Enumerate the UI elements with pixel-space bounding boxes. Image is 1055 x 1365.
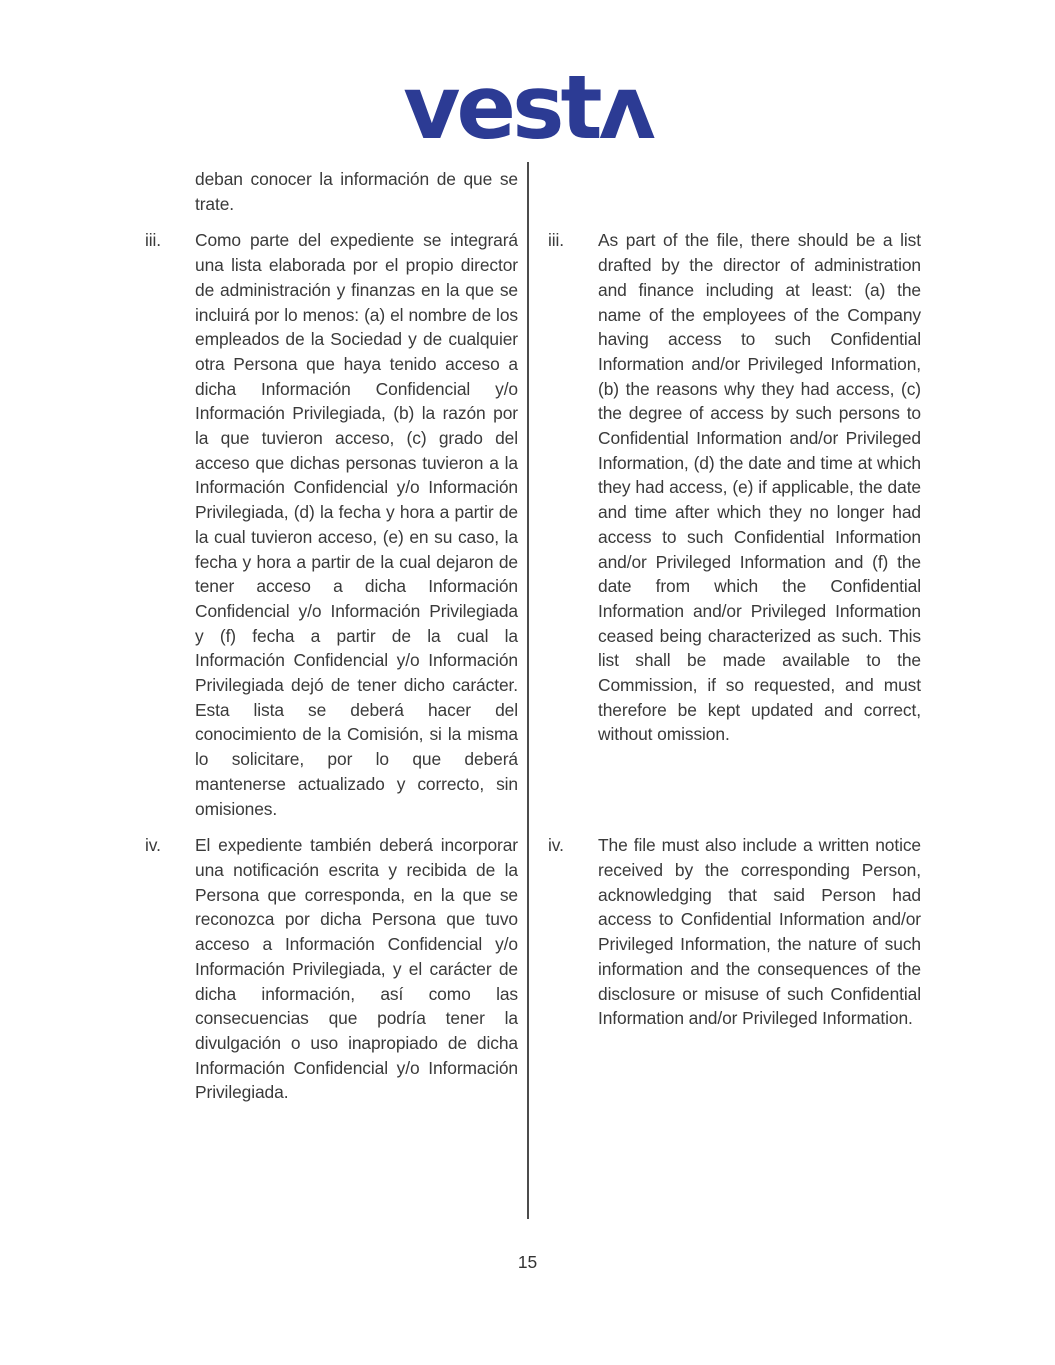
list-marker: iv. <box>145 835 161 856</box>
english-item-iv <box>548 833 921 1105</box>
list-marker: iii. <box>548 230 565 251</box>
english-intro-empty <box>548 167 921 216</box>
paragraph-text: deban conocer la información de que se trate. <box>195 169 518 214</box>
two-column-content <box>145 167 921 1105</box>
page-number: 15 <box>517 1252 538 1272</box>
paragraph-text: As part of the file, there should be a list drafted by the director of administration and finance including at least: (a) the name of the employees of the Company having access to such Confidential Information and/or Privileged Information, (b) the reasons why they had access, (c) the degree of access by such persons to Confidential Information and/or Privileged Information, (d) the date and time at which they had access, (e) if applicable, the date and time after which they no longer had access to such Confidential Information and/or Privileged Information and (f) the date from which the Confidential Information and/or Privileged Information ceased being characterized as such. This list shall be made available to the Commission, if so requested, and must therefore be kept updated and correct, without omission. <box>598 230 921 745</box>
list-marker: iii. <box>145 230 162 251</box>
header <box>0 56 1055 159</box>
vesta-logo: vestʌ <box>403 56 652 159</box>
list-marker: iv. <box>548 835 564 856</box>
divider-gap <box>518 833 548 1105</box>
divider-gap <box>518 228 548 821</box>
spanish-item-iv <box>145 833 518 1105</box>
paragraph-text: El expediente también deberá incorporar una notificación escrita y recibida de la Persona que corresponda, en la que se reconozca por dicha Persona que tuvo acceso a Información Confidencial y/o Información Privilegiada, y el carácter de dicha información, así como las consecuencias que podría tener la divulgación o uso inapropiado de dicha Información Confidencial y/o Información Privilegiada. <box>195 835 518 1103</box>
paragraph-text: The file must also include a written notice received by the corresponding Person, acknowledging that said Person had access to Confidential Information and/or Privileged Information, the nature of such information and the consequences of the disclosure or misuse of such Confidential Information and/or Privileged Information. <box>598 835 921 1029</box>
divider-gap <box>518 167 548 216</box>
english-item-iii <box>548 228 921 821</box>
paragraph-text: Como parte del expediente se integrará una lista elaborada por el propio director de administración y finanzas en la que se incluirá por lo menos: (a) el nombre de los empleados de la Sociedad y de cualquier otra Persona que haya tenido acceso a dicha Información Confidencial y/o Información Privilegiada, (b) la razón por la que tuvieron acceso, (c) grado del acceso que dichas personas tuvieron a la Información Confidencial y/o Información Privilegiada, (d) la fecha y hora a partir de la cual tuvieron acceso, (e) en su caso, la fecha y hora a partir de la cual dejaron de tener acceso a dicha Información Confidencial y/o Información Privilegiada y (f) fecha a partir de la cual la Información Confidencial y/o Información Privilegiada dejó de tener dicho carácter. Esta lista se deberá hacer del conocimiento de la Comisión, si la misma lo solicitare, por lo que deberá mantenerse actualizado y correcto, sin omisiones. <box>195 230 518 819</box>
spanish-intro-paragraph <box>145 167 518 216</box>
spanish-item-iii <box>145 228 518 821</box>
